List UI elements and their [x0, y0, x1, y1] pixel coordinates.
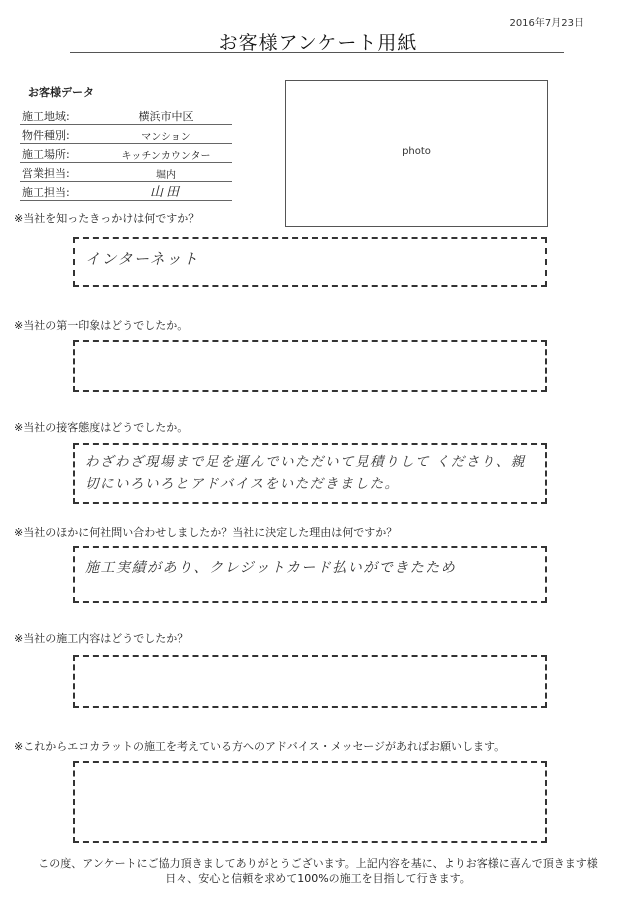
answer-3 [73, 443, 547, 504]
question-2: ※当社の第一印象はどうでしたか。 [14, 319, 189, 332]
question-3: ※当社の接客態度はどうでしたか。 [14, 421, 189, 434]
answer-4 [73, 546, 547, 603]
answer-2 [73, 340, 547, 392]
info-key: 施工地域: [22, 110, 70, 123]
info-row-property-type [20, 125, 232, 144]
info-value: マンション [141, 132, 191, 143]
customer-info-table [20, 106, 232, 201]
info-key: 物件種別: [22, 129, 70, 142]
answer-3-text: わざわざ現場まで足を運んでいただいて見積りして くださり、親切にいろいろとアドバイスをいただきました。 [85, 454, 526, 492]
survey-date: 2016年7月23日 [509, 18, 584, 29]
question-1: ※当社を知ったきっかけは何ですか？ [14, 212, 200, 225]
info-key: 施工場所: [22, 148, 70, 161]
footer-line-1: この度、アンケートにご協力頂きましてありがとうございます。上記内容を基に、よりお客様に喜んで頂きます様 [38, 857, 598, 870]
photo-label: photo [402, 146, 431, 157]
info-value: キッチンカウンター [121, 151, 211, 162]
answer-1 [73, 237, 547, 287]
question-4: ※当社のほかに何社問い合わせしましたか？当社に決定した理由は何ですか？ [14, 526, 398, 539]
info-value-handwritten: 山田 [149, 185, 182, 200]
info-row-sales-rep [20, 163, 232, 182]
answer-5 [73, 655, 547, 708]
footer-line-2: 日々、安心と信頼を求めて100%の施工を目指して行きます。 [165, 872, 471, 885]
page-title: お客様アンケート用紙 [218, 32, 418, 54]
info-row-area [20, 106, 232, 125]
answer-4-text: 施工実績があり、クレジットカード払いができたため [85, 560, 457, 576]
info-key: 施工担当: [22, 186, 70, 199]
info-row-location [20, 144, 232, 163]
info-key: 営業担当: [22, 167, 70, 180]
info-row-installer [20, 182, 232, 201]
info-value: 堀内 [156, 170, 176, 181]
question-5: ※当社の施工内容はどうでしたか？ [14, 632, 189, 645]
info-value: 横浜市中区 [138, 110, 194, 123]
answer-6 [73, 761, 547, 843]
title-underline [70, 52, 564, 53]
question-6: ※これからエコカラットの施工を考えている方へのアドバイス・メッセージがあればお願いします。 [14, 740, 506, 753]
customer-section-heading: お客様データ [28, 86, 94, 99]
answer-1-text: インターネット [85, 250, 200, 268]
